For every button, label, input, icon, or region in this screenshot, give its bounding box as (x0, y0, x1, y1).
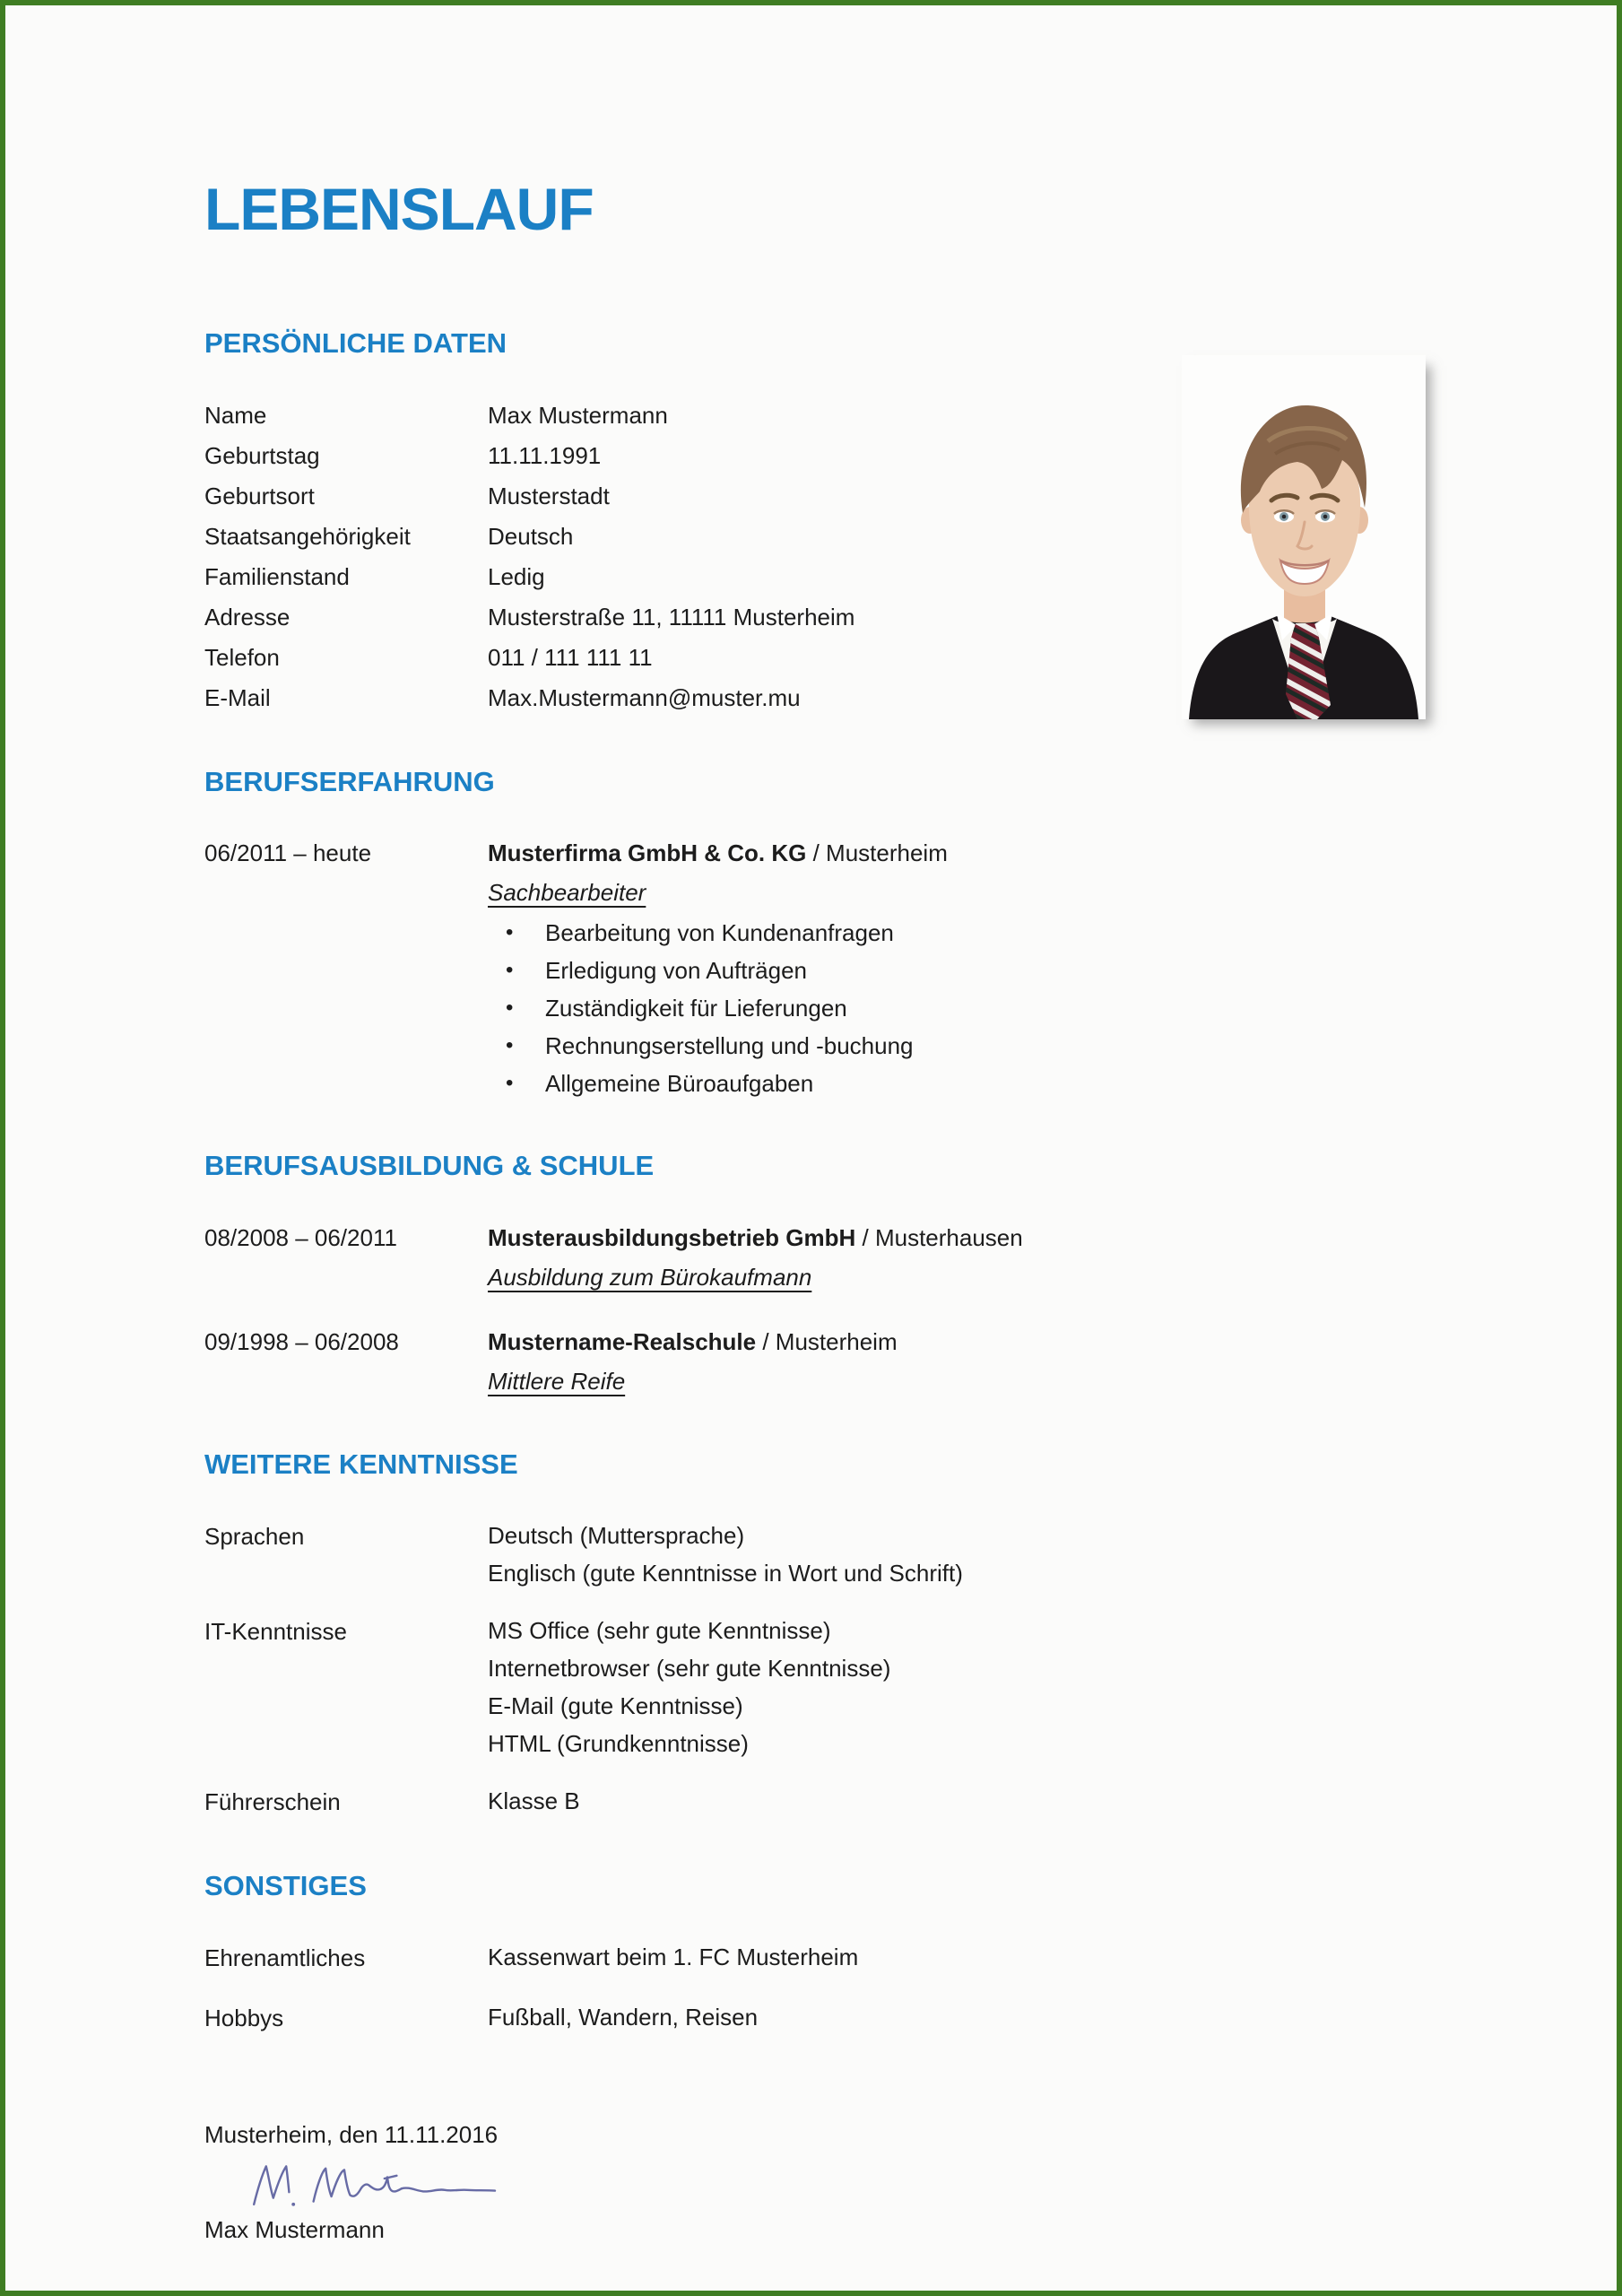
field-label: Führerschein (204, 1787, 341, 1815)
entry-body (488, 1322, 1455, 1401)
section-heading-education: BERUFSAUSBILDUNG & SCHULE (204, 1150, 655, 1182)
section-heading-skills: WEITERE KENNTNISSE (204, 1448, 518, 1481)
company-location: / Musterheim (812, 839, 948, 867)
entry-period: 08/2008 – 06/2011 (204, 1224, 397, 1252)
bullet-icon: • (506, 1071, 514, 1096)
skill-line: Deutsch (Muttersprache) (488, 1521, 745, 1549)
task-text: Zuständigkeit für Lieferungen (545, 995, 847, 1022)
task-text: Bearbeitung von Kundenanfragen (545, 919, 894, 947)
misc-row (204, 1938, 1455, 1979)
section-heading-experience: BERUFSERFAHRUNG (204, 765, 495, 797)
task-item (488, 1027, 1455, 1065)
section-education (204, 1149, 1455, 1401)
section-misc (204, 1869, 1455, 2039)
task-item (488, 952, 1455, 989)
skill-row (204, 1612, 1455, 1762)
entry-period: 06/2011 – heute (204, 839, 372, 867)
skill-line: Englisch (gute Kenntnisse in Wort und Schrift) (488, 1559, 963, 1587)
firm-line (488, 1322, 1455, 1361)
field-value: Ledig (488, 562, 545, 590)
misc-line: Kassenwart beim 1. FC Musterheim (488, 1943, 859, 1970)
misc-row (204, 1998, 1455, 2039)
misc-line: Fußball, Wandern, Reisen (488, 2003, 759, 2031)
page-title: LEBENSLAUF (204, 176, 594, 242)
field-label: Geburtsort (204, 482, 315, 509)
skill-line: Klasse B (488, 1787, 580, 1814)
field-value: 011 / 111 111 11 (488, 643, 653, 671)
field-label: Geburtstag (204, 441, 320, 469)
company-location: / Musterhausen (862, 1224, 1023, 1252)
skill-line: HTML (Grundkenntnisse) (488, 1729, 749, 1757)
task-list (488, 914, 1455, 1102)
degree-title: Ausbildung zum Bürokaufmann (488, 1264, 812, 1292)
field-value-lines (488, 1782, 1455, 1820)
signature-image (210, 2157, 551, 2214)
field-label: Staatsangehörigkeit (204, 522, 411, 550)
field-value-lines (488, 1938, 1455, 1976)
field-label: Hobbys (204, 2004, 284, 2031)
bullet-icon: • (506, 996, 514, 1021)
bullet-icon: • (506, 920, 514, 945)
skill-row (204, 1517, 1455, 1592)
field-value-lines (488, 1998, 1455, 2036)
company-name: Musterfirma GmbH & Co. KG (488, 839, 807, 867)
place-date-line: Musterheim, den 11.11.2016 (204, 2120, 499, 2148)
task-item (488, 1065, 1455, 1102)
section-skills (204, 1448, 1455, 1822)
degree-title: Mittlere Reife (488, 1368, 626, 1396)
firm-line (488, 1218, 1455, 1257)
applicant-photo (1182, 355, 1426, 719)
job-title: Sachbearbeiter (488, 879, 646, 907)
field-value-lines (488, 1612, 1455, 1762)
field-label: Adresse (204, 603, 291, 631)
bullet-icon: • (506, 958, 514, 983)
skill-line: E-Mail (gute Kenntnisse) (488, 1692, 743, 1719)
field-label: IT-Kenntnisse (204, 1617, 347, 1645)
field-value-lines (488, 1517, 1455, 1592)
task-text: Rechnungserstellung und -buchung (545, 1032, 914, 1060)
field-label: E-Mail (204, 683, 271, 711)
field-value: Musterstadt (488, 482, 610, 509)
experience-entry (204, 833, 1455, 1102)
company-location: / Musterheim (762, 1328, 898, 1356)
footer (204, 2116, 1455, 2248)
task-text: Allgemeine Büroaufgaben (545, 1070, 814, 1098)
education-entry (204, 1218, 1455, 1297)
field-value: Deutsch (488, 522, 574, 550)
signature-name: Max Mustermann (204, 2215, 385, 2243)
task-item (488, 914, 1455, 952)
skill-line: Internetbrowser (sehr gute Kenntnisse) (488, 1654, 891, 1682)
section-heading-personal: PERSÖNLICHE DATEN (204, 326, 507, 359)
portrait-photo (1182, 355, 1426, 719)
entry-body (488, 1218, 1455, 1297)
bullet-icon: • (506, 1033, 514, 1058)
task-item (488, 989, 1455, 1027)
field-label: Sprachen (204, 1522, 305, 1550)
skill-line: MS Office (sehr gute Kenntnisse) (488, 1616, 831, 1644)
field-value: Max.Mustermann@muster.mu (488, 683, 801, 711)
company-name: Musterausbildungsbetrieb GmbH (488, 1224, 856, 1252)
field-value: 11.11.1991 (488, 441, 602, 469)
field-label: Familienstand (204, 562, 350, 590)
firm-line (488, 833, 1455, 873)
field-label: Name (204, 401, 267, 429)
section-heading-misc: SONSTIGES (204, 1869, 367, 1901)
section-experience (204, 765, 1455, 1103)
field-value: Max Mustermann (488, 401, 668, 429)
field-label: Telefon (204, 643, 280, 671)
entry-body (488, 833, 1455, 1102)
task-text: Erledigung von Aufträgen (545, 957, 807, 985)
company-name: Mustername-Realschule (488, 1328, 757, 1356)
field-label: Ehrenamtliches (204, 1944, 366, 1971)
education-entry (204, 1322, 1455, 1401)
entry-period: 09/1998 – 06/2008 (204, 1328, 399, 1356)
field-value: Musterstraße 11, 11111 Musterheim (488, 603, 855, 631)
skill-row (204, 1782, 1455, 1822)
